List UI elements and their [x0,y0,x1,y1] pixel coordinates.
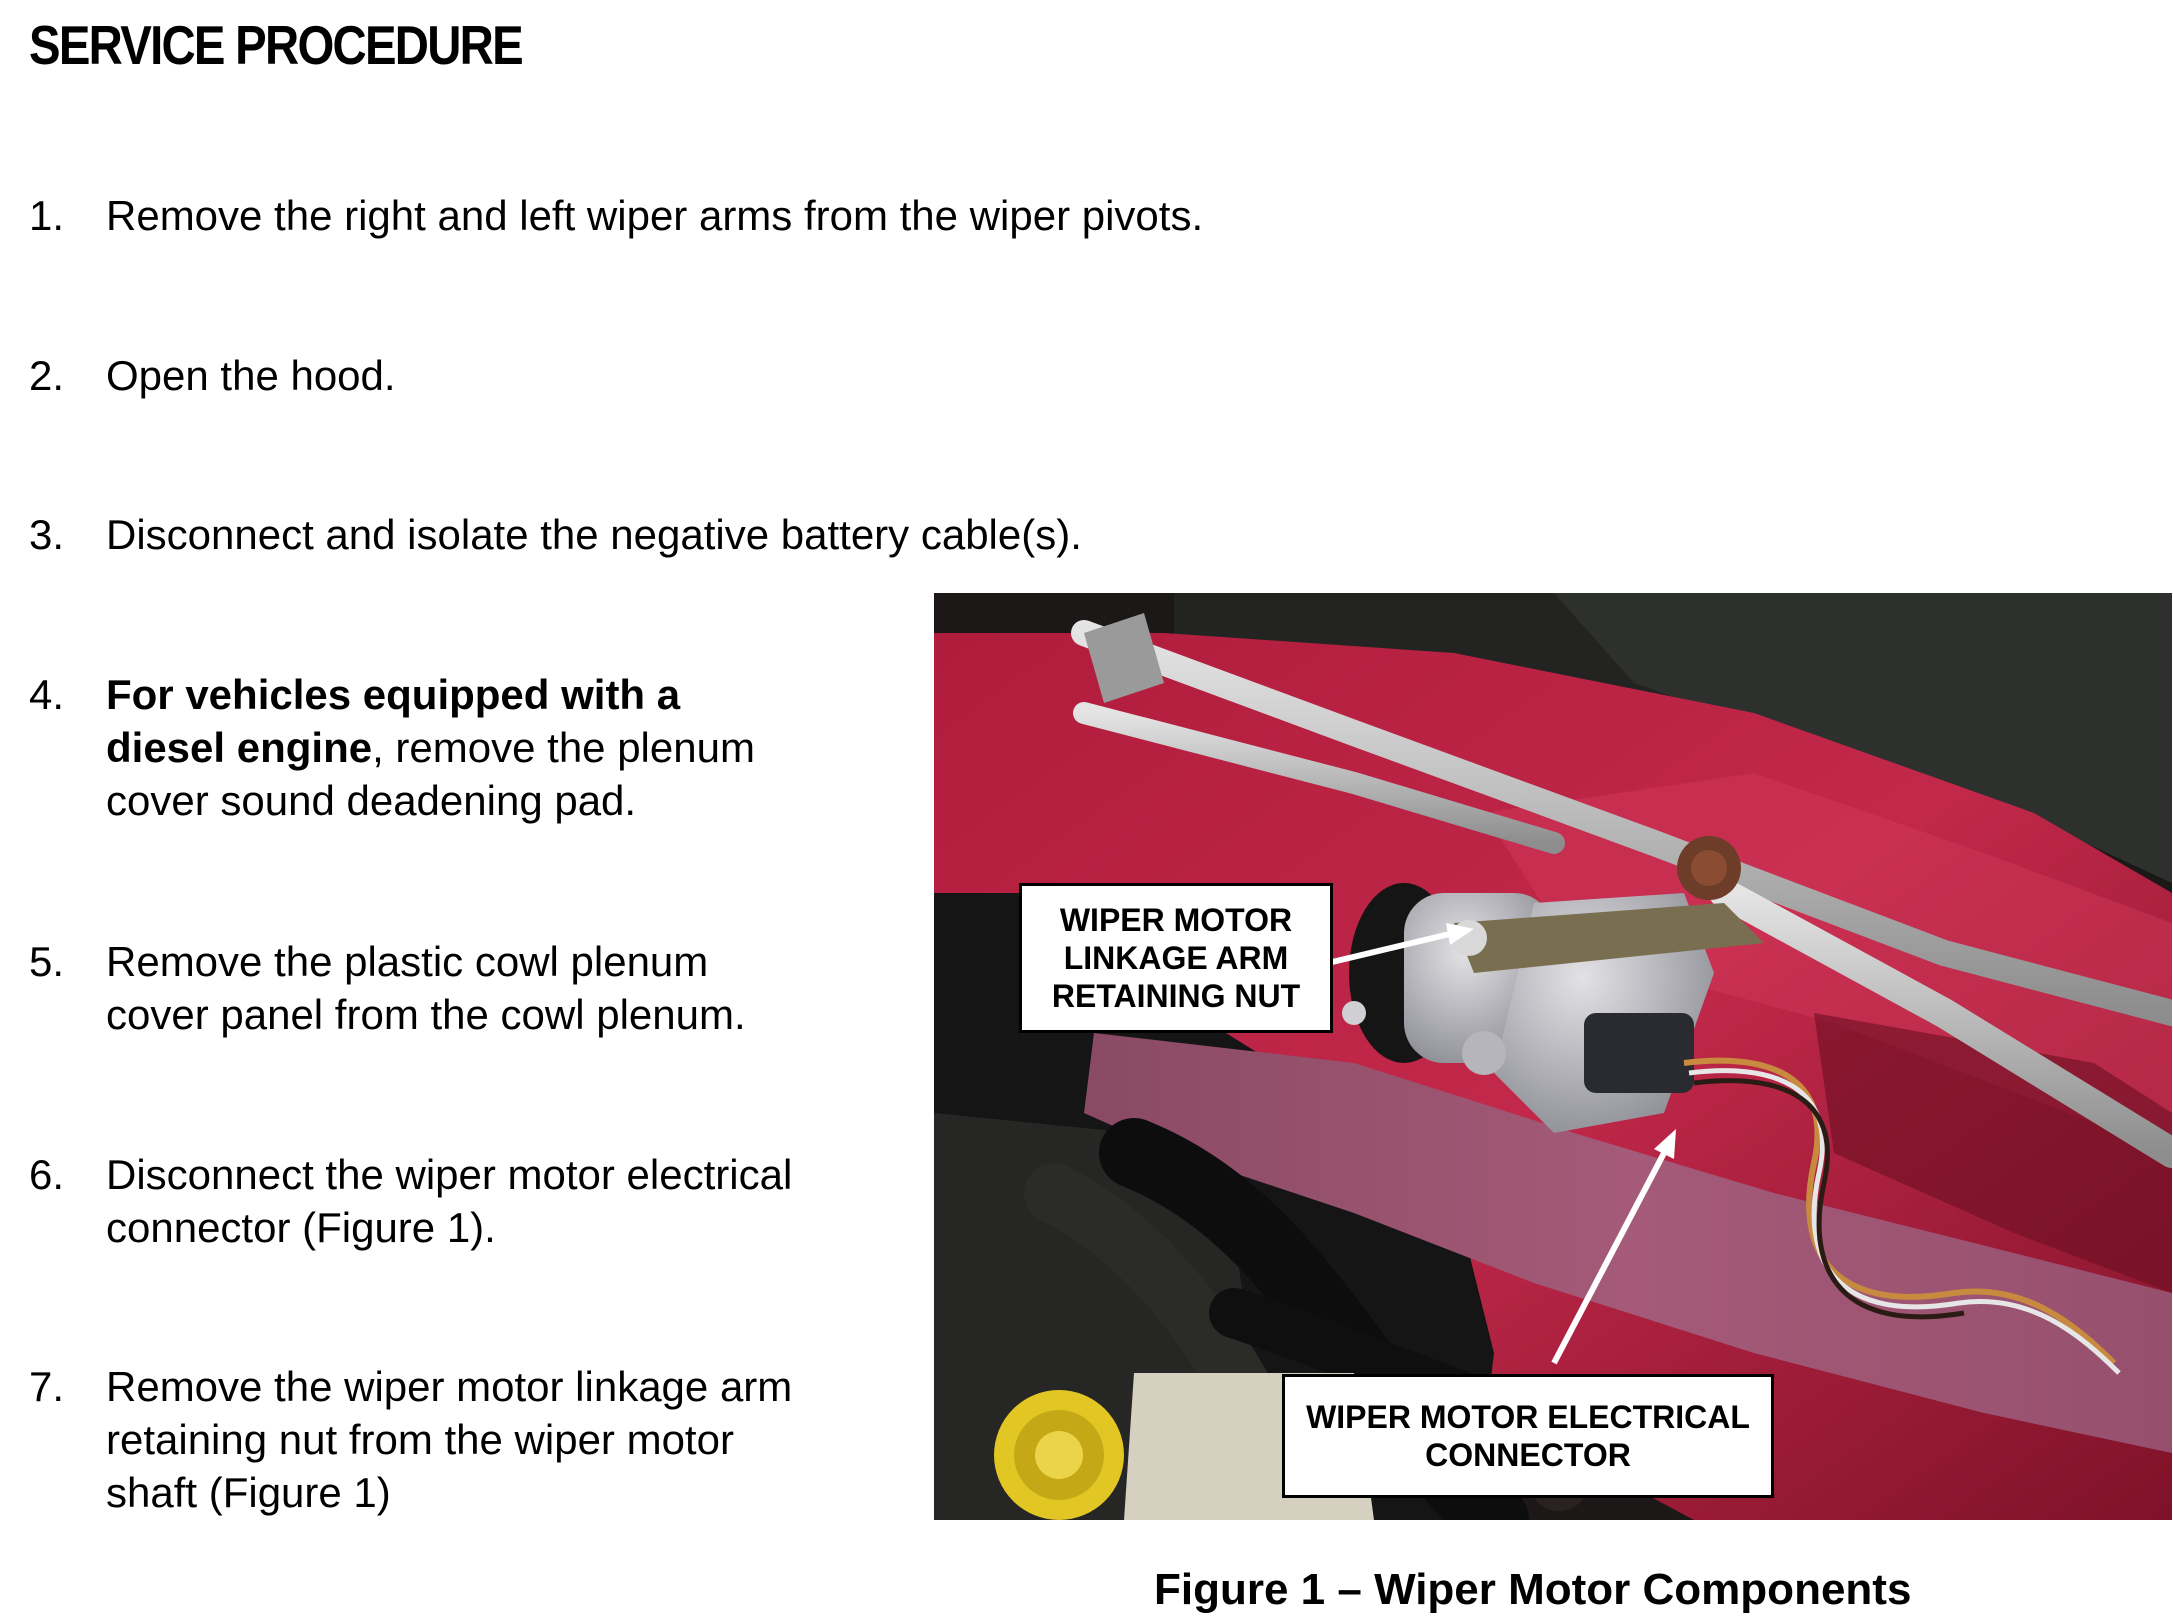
step-line: Disconnect and isolate the negative battery cable(s). [106,511,1082,558]
callout-line: WIPER MOTOR ELECTRICAL [1306,1399,1750,1435]
step-bold-lead: diesel engine [106,724,373,771]
step-number: 5. [29,938,65,985]
callout-line: CONNECTOR [1425,1437,1631,1473]
step-line: retaining nut from the wiper motor [106,1416,734,1463]
step-text [106,668,755,827]
step-text [106,1148,792,1254]
step-number: 7. [29,1363,65,1410]
step-line: Remove the right and left wiper arms from the wiper pivots. [106,192,1204,239]
step-line: Open the hood. [106,352,396,399]
step-number: 6. [29,1151,65,1198]
step-line: Disconnect the wiper motor electrical [106,1151,793,1198]
step-bold-lead: For vehicles equipped with a [106,671,681,718]
callout-line: WIPER MOTOR [1059,902,1293,938]
callout-line: LINKAGE ARM [1063,940,1289,976]
page-heading: SERVICE PROCEDURE [29,14,522,76]
step-number: 1. [29,192,65,239]
wiper-motor-photo [934,593,2172,1520]
step-text [106,1360,792,1519]
step-number: 2. [29,352,65,399]
callout-retaining-nut [1019,883,1333,1033]
callout-line: RETAINING NUT [1051,978,1301,1014]
step-line: , remove the plenum [372,724,755,771]
step-line: cover panel from the cowl plenum. [106,991,746,1038]
step-line: Remove the plastic cowl plenum [106,938,709,985]
step-text [106,935,746,1041]
step-line: shaft (Figure 1) [106,1469,391,1516]
step-number: 4. [29,671,65,718]
step-text [106,349,396,402]
step-line: cover sound deadening pad. [106,777,637,824]
step-number: 3. [29,511,65,558]
callout-electrical-connector [1282,1374,1774,1498]
step-line: Remove the wiper motor linkage arm [106,1363,793,1410]
step-line: connector (Figure 1). [106,1204,496,1251]
figure-caption: Figure 1 – Wiper Motor Components [1154,1565,1912,1614]
step-text [106,189,1203,242]
step-text [106,508,1082,561]
